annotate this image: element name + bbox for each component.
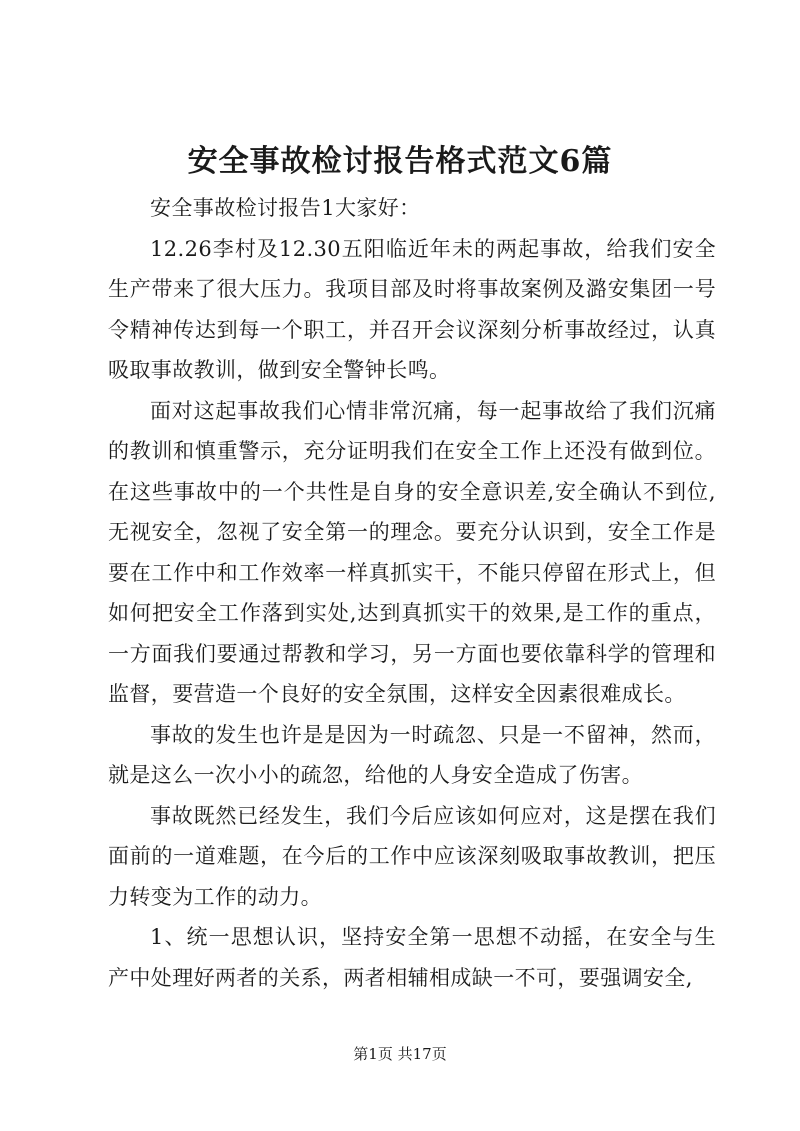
document-body xyxy=(108,188,716,998)
paragraph-reflection: 面对这起事故我们心情非常沉痛，每一起事故给了我们沉痛的教训和慎重警示，充分证明我们在安全工作上还没有做到位。在这些事故中的一个共性是自身的安全意识差,安全确认不到位,无视安全，忽视了安全第一的理念。要充分认识到，安全工作是要在工作中和工作效率一样真抓实干，不能只停留在形式上，但如何把安全工作落到实处,达到真抓实干的效果,是工作的重点，一方面我们要通过帮教和学习，另一方面也要依靠科学的管理和监督，要营造一个良好的安全氛围，这样安全因素很难成长。 xyxy=(108,398,716,706)
paragraph-response: 事故既然已经发生，我们今后应该如何应对，这是摆在我们面前的一道难题，在今后的工作中应该深刻吸取事故教训，把压力转变为工作的动力。 xyxy=(108,803,716,909)
paragraph-measure-1: 1、统一思想认识，坚持安全第一思想不动摇，在安全与生产中处理好两者的关系，两者相辅相成缺一不可，要强调安全, xyxy=(108,925,716,990)
paragraph-accidents: 12.26李村及12.30五阳临近年未的两起事故，给我们安全生产带来了很大压力。我项目部及时将事故案例及潞安集团一号令精神传达到每一个职工，并召开会议深刻分析事故经过，认真吸取事故教训，做到安全警钟长鸣。 xyxy=(108,236,716,382)
document-title: 安全事故检讨报告格式范文6篇 xyxy=(187,144,613,179)
page-footer xyxy=(0,1044,800,1064)
paragraph-greeting: 安全事故检讨报告1大家好： xyxy=(150,196,421,220)
page-number-label: 第1页 共17页 xyxy=(353,1045,447,1063)
paragraph-cause: 事故的发生也许是是因为一时疏忽、只是一不留神，然而，就是这么一次小小的疏忽，给他的人身安全造成了伤害。 xyxy=(108,722,716,787)
